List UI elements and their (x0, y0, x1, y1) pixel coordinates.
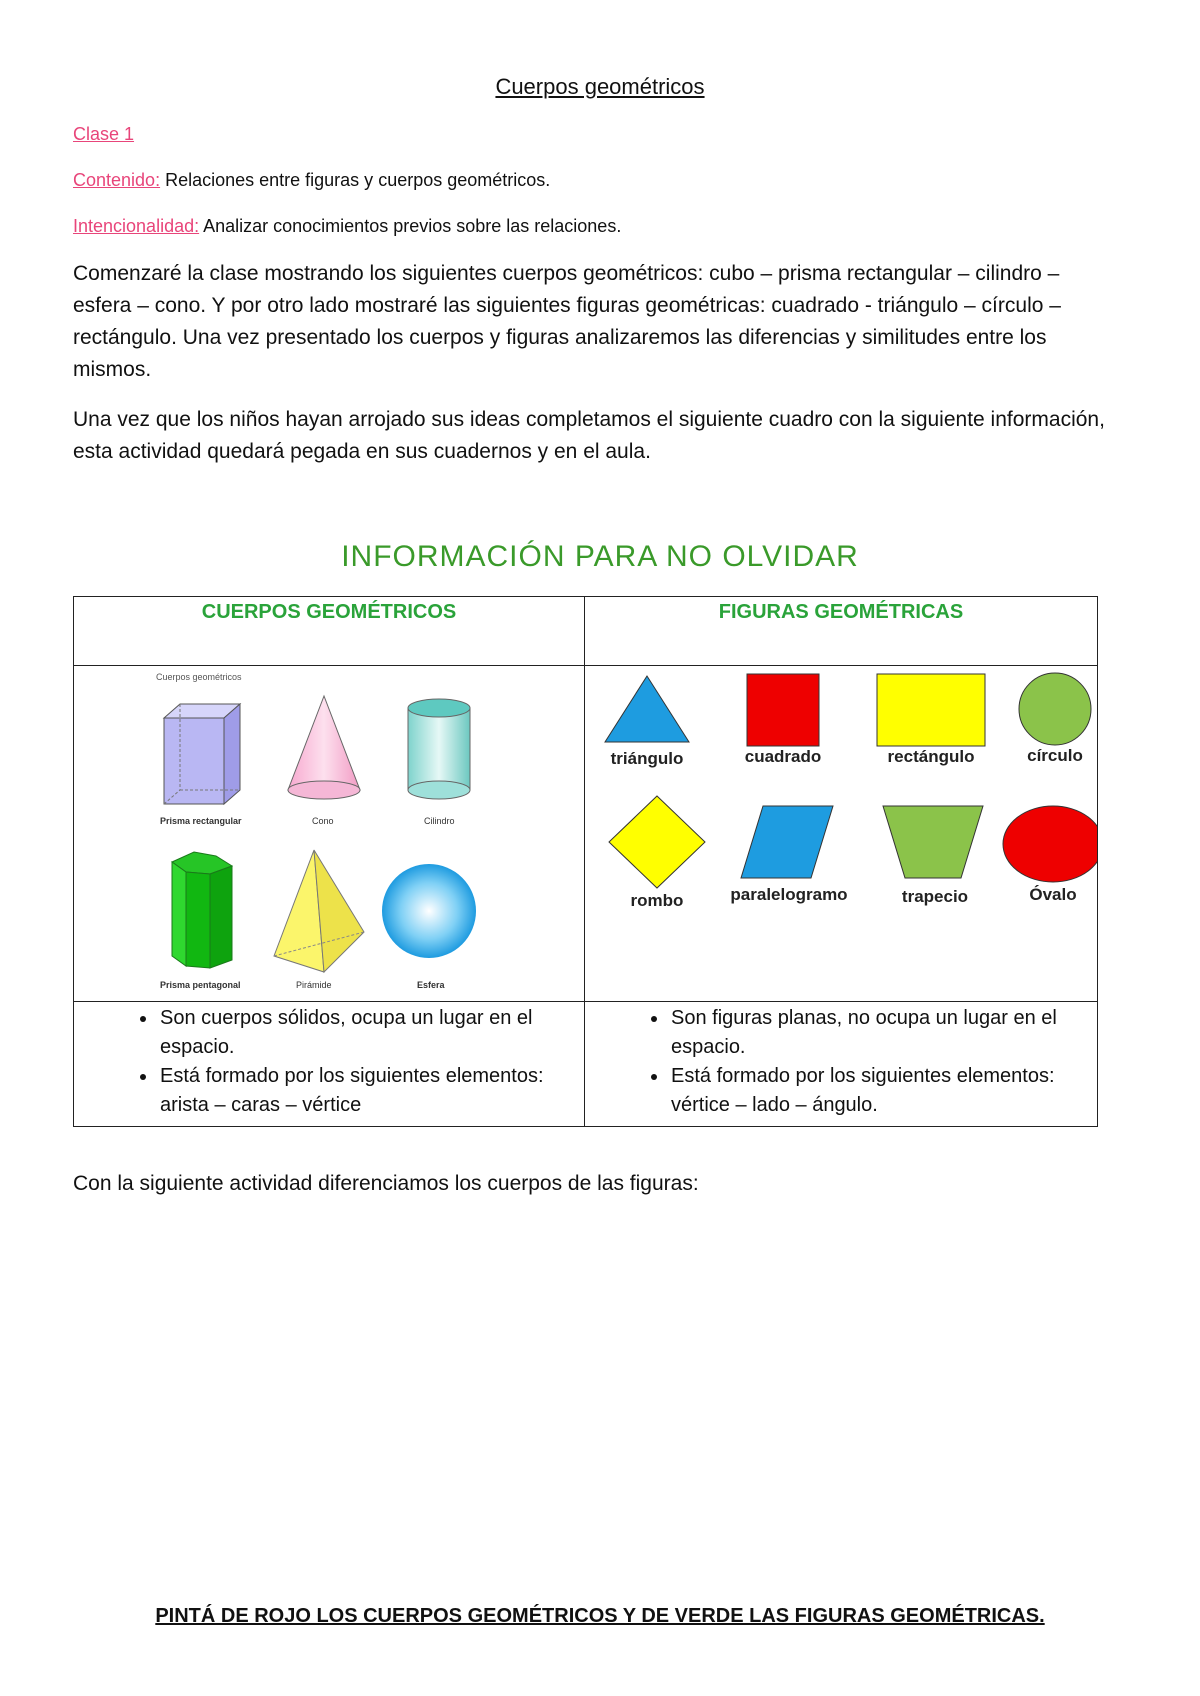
rhombus-shape (609, 796, 705, 888)
bodies-caption: Cuerpos geométricos (156, 672, 242, 682)
rectangular-prism-shape (164, 704, 240, 804)
closing-sentence: Con la siguiente actividad diferenciamos los cuerpos de las figuras: (73, 1172, 699, 1195)
label-circle: círculo (1027, 746, 1083, 765)
triangle-shape (605, 676, 689, 742)
contenido-label: Contenido: (73, 170, 161, 190)
class-number: Clase 1 (73, 124, 135, 144)
paragraph-1: Comenzaré la clase mostrando los siguientes cuerpos geométricos: cubo – prisma rectangular – cilindro – esfera – cono. Y por otro lado mostraré las siguientes figuras geométricas: cuadrado - triángulo – círculo – rectángulo. Una vez presentado los cuerpos y figuras analizaremos las diferencias y similitudes entre los mismos. (73, 262, 1061, 381)
intro-paragraph (73, 258, 1123, 386)
square-shape (747, 674, 819, 746)
figures-bullet-2: • Está formado por los siguientes elementos: vértice – lado – ángulo. (669, 1062, 1087, 1120)
circle-shape (1019, 673, 1091, 745)
cylinder-shape (408, 699, 470, 799)
class-label (73, 124, 134, 145)
figures-image-cell (585, 666, 1098, 1002)
label-pyramid: Pirámide (296, 980, 332, 990)
figures-header: FIGURAS GEOMÉTRICAS (585, 597, 1098, 666)
figures-bullet-1: • Son figuras planas, no ocupa un lugar en el espacio. (669, 1004, 1087, 1062)
info-heading: INFORMACIÓN PARA NO OLVIDAR (341, 540, 859, 573)
oval-shape (1003, 806, 1097, 882)
label-rectangle: rectángulo (887, 747, 975, 766)
bodies-bullet-2: • Está formado por los siguientes elementos: arista – caras – vértice (158, 1062, 574, 1120)
info-table (73, 596, 1098, 1127)
figures-bullet-list (585, 1004, 1097, 1120)
figures-description-cell (585, 1002, 1098, 1127)
trapezoid-shape (883, 806, 983, 878)
sphere-shape (382, 864, 476, 958)
bodies-bullet-list (74, 1004, 584, 1120)
label-oval: Óvalo (1029, 885, 1077, 904)
bodies-image-cell (74, 666, 585, 1002)
paragraph-2: Una vez que los niños hayan arrojado sus ideas completamos el siguiente cuadro con la siguiente información, esta actividad quedará pegada en sus cuadernos y en el aula. (73, 408, 1105, 463)
label-parallelogram: paralelogramo (730, 885, 848, 904)
label-cylinder: Cilindro (424, 816, 455, 826)
bodies-bullet-1: • Son cuerpos sólidos, ocupa un lugar en el espacio. (158, 1004, 574, 1062)
label-triangle: triángulo (610, 749, 684, 768)
contenido-text: Relaciones entre figuras y cuerpos geométricos. (160, 170, 551, 190)
label-rhombus: rombo (630, 891, 684, 910)
pyramid-shape (274, 850, 364, 972)
label-trapezoid: trapecio (901, 887, 969, 906)
figures-illustration (585, 666, 1097, 996)
cone-shape (288, 696, 360, 799)
contenido-line (73, 170, 550, 191)
rectangle-shape (877, 674, 985, 746)
pentagonal-prism-shape (172, 852, 232, 968)
label-cone: Cono (312, 816, 334, 826)
label-pentagonal-prism: Prisma pentagonal (160, 980, 241, 990)
bodies-header: CUERPOS GEOMÉTRICOS (74, 597, 585, 666)
document-title: Cuerpos geométricos (495, 74, 705, 99)
label-square: cuadrado (744, 747, 822, 766)
bodies-description-cell (74, 1002, 585, 1127)
second-paragraph (73, 404, 1123, 468)
intencionalidad-label: Intencionalidad: (73, 216, 200, 236)
parallelogram-shape (741, 806, 833, 878)
intencionalidad-line (73, 216, 621, 237)
label-rectangular-prism: Prisma rectangular (160, 816, 242, 826)
intencionalidad-text: Analizar conocimientos previos sobre las relaciones. (199, 216, 622, 236)
bodies-illustration (74, 666, 554, 996)
final-instruction: PINTÁ DE ROJO LOS CUERPOS GEOMÉTRICOS Y DE VERDE LAS FIGURAS GEOMÉTRICAS. (155, 1605, 1045, 1627)
label-sphere: Esfera (417, 980, 445, 990)
